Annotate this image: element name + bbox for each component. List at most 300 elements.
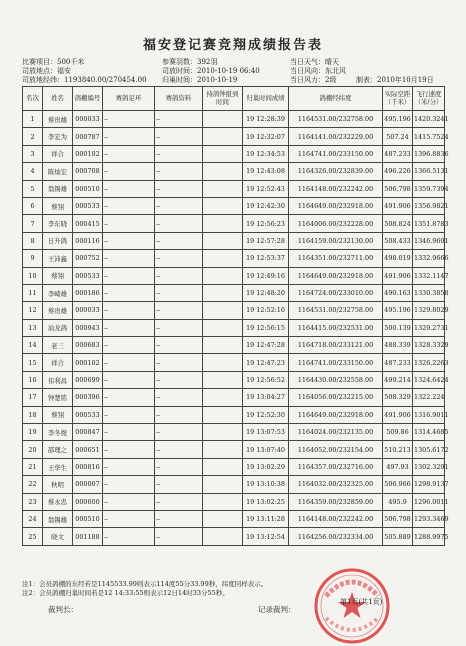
cell-distance: 506.798 (383, 180, 413, 197)
cell-loft-id: 000699 (73, 371, 103, 388)
cell-pigeon-info: -- (155, 354, 203, 371)
cell-clock-time (203, 441, 243, 458)
cell-pigeon-info: -- (155, 476, 203, 493)
cell-rank: 9 (23, 250, 43, 267)
cell-pigeon-info: -- (155, 180, 203, 197)
entry-count: 参赛羽数：392羽 (162, 58, 218, 66)
table-row (23, 441, 445, 458)
cell-loft-id: 000533 (73, 267, 103, 284)
cell-arrival-time: 19 12:49:16 (243, 267, 289, 284)
cell-arrival-time: 19 13:11:28 (243, 510, 289, 527)
cell-rank: 22 (23, 476, 43, 493)
cell-loft-id: 000033 (73, 111, 103, 128)
cell-rank: 21 (23, 458, 43, 475)
cell-pigeon-info: -- (155, 145, 203, 162)
cell-arrival-time: 19 12:47:28 (243, 337, 289, 354)
cell-loft-id: 000651 (73, 441, 103, 458)
cell-loft-id: 000510 (73, 180, 103, 197)
cell-arrival-time: 19 13:07:53 (243, 424, 289, 441)
cell-name: 祥合 (43, 145, 73, 162)
cell-clock-time (203, 180, 243, 197)
cell-distance: 508.329 (383, 389, 413, 406)
cell-ring: -- (103, 111, 155, 128)
cell-coordinates: 1164024.00/232135.00 (289, 424, 383, 441)
cell-rank: 1 (23, 111, 43, 128)
table-row (23, 476, 445, 493)
table-row (23, 424, 445, 441)
cell-loft-id: 000415 (73, 215, 103, 232)
cell-loft-id: 000033 (73, 302, 103, 319)
cell-name: 蔡翎 (43, 406, 73, 423)
cell-rank: 3 (23, 145, 43, 162)
cell-arrival-time: 19 12:52:16 (243, 302, 289, 319)
cell-ring: -- (103, 232, 155, 249)
cell-ring: -- (103, 354, 155, 371)
cell-name: 蔡贵雄 (43, 111, 73, 128)
race-distance: 比赛项目：500千米 (22, 58, 85, 66)
table-row (23, 458, 445, 475)
cell-arrival-time: 19 12:48:20 (243, 284, 289, 301)
cell-name: 李冬煜 (43, 424, 73, 441)
cell-clock-time (203, 197, 243, 214)
column-header: 姓名 (43, 87, 73, 111)
recorder-signature: 记录裁判： (258, 605, 296, 614)
table-row (23, 111, 445, 128)
column-header: 鸽棚经纬度 (289, 87, 383, 111)
cell-pigeon-info: -- (155, 458, 203, 475)
cell-loft-id: 000186 (73, 284, 103, 301)
cell-speed: 1330.3858 (413, 284, 445, 301)
table-row (23, 197, 445, 214)
cell-name: 翁锡雄 (43, 510, 73, 527)
cell-arrival-time: 19 12:56:52 (243, 371, 289, 388)
cell-coordinates: 1164649.00/232918.00 (289, 197, 383, 214)
cell-pigeon-info: -- (155, 215, 203, 232)
cell-pigeon-info: -- (155, 424, 203, 441)
table-row (23, 319, 445, 336)
cell-distance: 491.906 (383, 197, 413, 214)
cell-coordinates: 1164718.00/233121.00 (289, 337, 383, 354)
cell-rank: 16 (23, 371, 43, 388)
cell-pigeon-info: -- (155, 528, 203, 545)
cell-loft-id: 000510 (73, 510, 103, 527)
cell-clock-time (203, 354, 243, 371)
cell-clock-time (203, 493, 243, 510)
cell-speed: 1366.5131 (413, 163, 445, 180)
cell-rank: 12 (23, 302, 43, 319)
meta-col3 (290, 58, 346, 85)
cell-distance: 500.139 (383, 319, 413, 336)
cell-clock-time (203, 406, 243, 423)
table-row (23, 250, 445, 267)
cell-speed: 1326.2263 (413, 354, 445, 371)
cell-speed: 1415.7524 (413, 128, 445, 145)
table-row (23, 128, 445, 145)
cell-name: 翁锡雄 (43, 180, 73, 197)
cell-name: 伟利昌 (43, 371, 73, 388)
cell-coordinates: 1164056.00/232215.00 (289, 389, 383, 406)
cell-rank: 23 (23, 493, 43, 510)
cell-loft-id: 000752 (73, 250, 103, 267)
cell-rank: 17 (23, 389, 43, 406)
cell-clock-time (203, 302, 243, 319)
results-table (22, 86, 449, 546)
weather: 当日天气：晴天 (290, 58, 339, 66)
cell-pigeon-info: -- (155, 250, 203, 267)
cell-rank: 8 (23, 232, 43, 249)
cell-ring: -- (103, 163, 155, 180)
cell-coordinates: 1164741.00/233150.00 (289, 145, 383, 162)
cell-loft-id: 001188 (73, 528, 103, 545)
cell-loft-id: 000533 (73, 197, 103, 214)
cell-distance: 505.889 (383, 528, 413, 545)
cell-rank: 25 (23, 528, 43, 545)
cell-clock-time (203, 284, 243, 301)
cell-ring: -- (103, 389, 155, 406)
cell-distance: 506.966 (383, 476, 413, 493)
cell-clock-time (203, 371, 243, 388)
column-header: 赛鸽资料 (155, 87, 203, 111)
cell-pigeon-info: -- (155, 371, 203, 388)
cell-clock-time (203, 476, 243, 493)
column-header: 名次 (23, 87, 43, 111)
cell-coordinates: 1164649.00/232918.00 (289, 406, 383, 423)
table-row (23, 337, 445, 354)
cell-clock-time (203, 528, 243, 545)
referee-signature: 裁判长： (48, 605, 78, 614)
cell-ring: -- (103, 406, 155, 423)
cell-ring: -- (103, 441, 155, 458)
cell-name: 蔡翎 (43, 267, 73, 284)
cell-rank: 18 (23, 406, 43, 423)
cell-clock-time (203, 111, 243, 128)
cell-speed: 1329.8029 (413, 302, 445, 319)
cell-clock-time (203, 319, 243, 336)
cell-loft-id: 000787 (73, 128, 103, 145)
cell-coordinates: 1164052.00/232154.00 (289, 441, 383, 458)
table-body (23, 111, 449, 546)
cell-rank: 7 (23, 215, 43, 232)
cell-pigeon-info: -- (155, 232, 203, 249)
table-row (23, 389, 445, 406)
cell-loft-id: 000116 (73, 232, 103, 249)
cell-coordinates: 1164351.00/232711.00 (289, 250, 383, 267)
cell-speed: 1314.4685 (413, 424, 445, 441)
cell-pigeon-info: -- (155, 441, 203, 458)
cell-rank: 24 (23, 510, 43, 527)
cell-distance: 497.93 (383, 458, 413, 475)
cell-speed: 1302.3291 (413, 458, 445, 475)
cell-rank: 10 (23, 267, 43, 284)
cell-arrival-time: 19 13:02:25 (243, 493, 289, 510)
cell-ring: -- (103, 493, 155, 510)
cell-distance: 487.233 (383, 145, 413, 162)
table-row (23, 528, 445, 545)
cell-arrival-time: 19 13:07:40 (243, 441, 289, 458)
cell-loft-id: 000816 (73, 458, 103, 475)
cell-name: 汕龙鸽 (43, 319, 73, 336)
column-header: 归巢时间成绩 (243, 87, 289, 111)
cell-pigeon-info: -- (155, 284, 203, 301)
cell-name: 王华生 (43, 458, 73, 475)
cell-name: 晓文 (43, 528, 73, 545)
cell-arrival-time: 19 12:52:30 (243, 406, 289, 423)
cell-coordinates: 1164159.00/232130.00 (289, 232, 383, 249)
cell-speed: 1322.224 (413, 389, 445, 406)
cell-loft-id: 000847 (73, 424, 103, 441)
column-header: 赛鸽足环 (103, 87, 155, 111)
cell-speed: 1316.9011 (413, 406, 445, 423)
cell-clock-time (203, 267, 243, 284)
cell-coordinates: 1164430.00/232558.00 (289, 371, 383, 388)
cell-coordinates: 1164649.00/232918.00 (289, 267, 383, 284)
column-header: 持鸽钟报到时间 (203, 87, 243, 111)
release-coordinates: 司放地经纬：1193840.00/270454.00 (22, 76, 147, 84)
cell-clock-time (203, 510, 243, 527)
cell-arrival-time: 19 13:02:29 (243, 458, 289, 475)
cell-ring: -- (103, 528, 155, 545)
cell-name: 日升鸽 (43, 232, 73, 249)
column-header: 实际空距（千米） (383, 87, 413, 111)
cell-distance: 490.163 (383, 284, 413, 301)
table-row (23, 215, 445, 232)
cell-coordinates: 1164141.00/232229.00 (289, 128, 383, 145)
cell-coordinates: 1164415.00/232531.00 (289, 319, 383, 336)
cell-coordinates: 1164006.00/232228.00 (289, 215, 383, 232)
cell-rank: 5 (23, 180, 43, 197)
cell-coordinates: 1164357.00/232716.00 (289, 458, 383, 475)
cell-name: 蔡翎 (43, 197, 73, 214)
cell-ring: -- (103, 424, 155, 441)
cell-rank: 15 (23, 354, 43, 371)
cell-speed: 1356.9821 (413, 197, 445, 214)
cell-clock-time (203, 163, 243, 180)
cell-ring: -- (103, 250, 155, 267)
cell-ring: -- (103, 371, 155, 388)
cell-pigeon-info: -- (155, 128, 203, 145)
cell-coordinates: 1164531.00/232758.00 (289, 111, 383, 128)
cell-coordinates: 1164741.00/233150.00 (289, 354, 383, 371)
cell-speed: 1296.0011 (413, 493, 445, 510)
footnote-2: 注2：会员鸽棚归巢时间若是12 14:33:55则表示12日14时33分55秒。 (22, 588, 229, 597)
cell-name: 秋明 (43, 476, 73, 493)
cell-ring: -- (103, 284, 155, 301)
cell-speed: 1298.9137 (413, 476, 445, 493)
table-date: 制表：2010年10月19日 (356, 76, 434, 84)
cell-distance: 510.213 (383, 441, 413, 458)
cell-speed: 1305.6172 (413, 441, 445, 458)
cell-name: 陈灿宏 (43, 163, 73, 180)
cell-coordinates: 1164326.00/232839.00 (289, 163, 383, 180)
cell-rank: 13 (23, 319, 43, 336)
cell-name: 李宏为 (43, 128, 73, 145)
cell-ring: -- (103, 145, 155, 162)
cell-clock-time (203, 145, 243, 162)
cell-rank: 19 (23, 424, 43, 441)
cell-distance: 495.9 (383, 493, 413, 510)
cell-loft-id: 000396 (73, 389, 103, 406)
cell-ring: -- (103, 267, 155, 284)
cell-clock-time (203, 128, 243, 145)
cell-arrival-time: 19 12:43:08 (243, 163, 289, 180)
cell-name: 邵理之 (43, 441, 73, 458)
cell-distance: 495.196 (383, 111, 413, 128)
release-time: 司放时间：2010-10-19 06:40 (162, 67, 260, 75)
cell-coordinates: 1164256.00/232334.00 (289, 528, 383, 545)
cell-pigeon-info: -- (155, 302, 203, 319)
table-row (23, 145, 445, 162)
cell-speed: 1293.3469 (413, 510, 445, 527)
table-row (23, 354, 445, 371)
cell-name: 蔡贵雄 (43, 302, 73, 319)
page-number: 第1页(共1页) (340, 598, 383, 606)
cell-name: 钟楚铭 (43, 389, 73, 406)
cell-arrival-time: 19 12:47:23 (243, 354, 289, 371)
cell-arrival-time: 19 13:10:38 (243, 476, 289, 493)
cell-arrival-time: 19 12:56:23 (243, 215, 289, 232)
cell-arrival-time: 19 13:12:54 (243, 528, 289, 545)
header-row (23, 87, 445, 111)
cell-speed: 1351.8783 (413, 215, 445, 232)
cell-loft-id: 000943 (73, 319, 103, 336)
cell-ring: -- (103, 180, 155, 197)
wind-direction: 当日风向：东北风 (290, 67, 346, 75)
cell-speed: 1332.1147 (413, 267, 445, 284)
cell-distance: 491.906 (383, 267, 413, 284)
cell-ring: -- (103, 476, 155, 493)
cell-clock-time (203, 458, 243, 475)
report-title: 福安登记赛竞翔成绩报告表 (142, 38, 323, 53)
cell-ring: -- (103, 337, 155, 354)
cell-distance: 496.226 (383, 163, 413, 180)
cell-pigeon-info: -- (155, 163, 203, 180)
cell-name: 老三 (43, 337, 73, 354)
cell-coordinates: 1164724.00/233010.00 (289, 284, 383, 301)
cell-loft-id: 000102 (73, 354, 103, 371)
cell-ring: -- (103, 302, 155, 319)
cell-pigeon-info: -- (155, 493, 203, 510)
cell-rank: 20 (23, 441, 43, 458)
cell-distance: 509.86 (383, 424, 413, 441)
table-row (23, 284, 445, 301)
cell-distance: 488.339 (383, 337, 413, 354)
table-row (23, 180, 445, 197)
cell-arrival-time: 19 13:04:27 (243, 389, 289, 406)
cell-distance: 487.233 (383, 354, 413, 371)
cell-coordinates: 1164531.00/232758.00 (289, 302, 383, 319)
cell-arrival-time: 19 12:53:37 (243, 250, 289, 267)
table-row (23, 302, 445, 319)
cell-coordinates: 1164148.00/232242.00 (289, 510, 383, 527)
cell-ring: -- (103, 215, 155, 232)
cell-speed: 1396.8836 (413, 145, 445, 162)
cell-distance: 507.24 (383, 128, 413, 145)
cell-clock-time (203, 389, 243, 406)
meta-col1 (22, 58, 147, 85)
cell-loft-id: 000007 (73, 476, 103, 493)
cell-rank: 6 (23, 197, 43, 214)
cell-loft-id: 000683 (73, 337, 103, 354)
cell-speed: 1324.6424 (413, 371, 445, 388)
table-row (23, 232, 445, 249)
cell-rank: 4 (23, 163, 43, 180)
cell-speed: 1359.7394 (413, 180, 445, 197)
cell-distance: 491.906 (383, 406, 413, 423)
cell-pigeon-info: -- (155, 406, 203, 423)
table-row (23, 510, 445, 527)
cell-pigeon-info: -- (155, 111, 203, 128)
cell-clock-time (203, 215, 243, 232)
cell-ring: -- (103, 197, 155, 214)
cell-speed: 1346.9601 (413, 232, 445, 249)
cell-pigeon-info: -- (155, 510, 203, 527)
cell-arrival-time: 19 12:32:07 (243, 128, 289, 145)
cell-clock-time (203, 232, 243, 249)
column-header: 鸽棚编号 (73, 87, 103, 111)
cell-arrival-time: 19 12:34:53 (243, 145, 289, 162)
table-row (23, 406, 445, 423)
cell-pigeon-info: -- (155, 197, 203, 214)
cell-distance: 508.433 (383, 232, 413, 249)
cell-speed: 1420.3241 (413, 111, 445, 128)
cell-rank: 14 (23, 337, 43, 354)
cell-distance: 499.214 (383, 371, 413, 388)
cell-arrival-time: 19 12:57:28 (243, 232, 289, 249)
meta-col2 (162, 58, 260, 85)
cell-name: 王沛鑫 (43, 250, 73, 267)
cell-loft-id: 000533 (73, 406, 103, 423)
cell-arrival-time: 19 12:28:39 (243, 111, 289, 128)
cell-coordinates: 1164148.00/232242.00 (289, 180, 383, 197)
cell-pigeon-info: -- (155, 319, 203, 336)
cell-distance: 495.196 (383, 302, 413, 319)
cell-ring: -- (103, 128, 155, 145)
cell-ring: -- (103, 458, 155, 475)
cell-pigeon-info: -- (155, 389, 203, 406)
cell-name: 祥合 (43, 354, 73, 371)
wind-force: 当日风力：2级 (290, 76, 337, 84)
cell-clock-time (203, 337, 243, 354)
footnotes (22, 580, 267, 597)
cell-loft-id: 000708 (73, 163, 103, 180)
table-row (23, 371, 445, 388)
cell-speed: 1332.9666 (413, 250, 445, 267)
cell-ring: -- (103, 510, 155, 527)
cell-name: 李崎雄 (43, 284, 73, 301)
cell-distance: 498.019 (383, 250, 413, 267)
cell-speed: 1288.9975 (413, 528, 445, 545)
cell-name: 李东晓 (43, 215, 73, 232)
cell-rank: 2 (23, 128, 43, 145)
cell-speed: 1328.3329 (413, 337, 445, 354)
table-row (23, 493, 445, 510)
column-header: 飞行速度（米/分） (413, 87, 445, 111)
footnote-1: 注1：会员鸽棚的东经若是1145533.99则表示114度55分33.99秒，纬度同样表示。 (22, 580, 268, 588)
cell-loft-id: 000102 (73, 145, 103, 162)
cell-distance: 508.824 (383, 215, 413, 232)
cell-clock-time (203, 250, 243, 267)
cell-clock-time (203, 424, 243, 441)
cell-loft-id: 000600 (73, 493, 103, 510)
cell-distance: 506.798 (383, 510, 413, 527)
cell-coordinates: 1164032.00/232325.00 (289, 476, 383, 493)
table-row (23, 163, 445, 180)
cell-ring: -- (103, 319, 155, 336)
return-date: 归巢时间：2010-10-19 (162, 76, 238, 84)
cell-name: 蔡永忠 (43, 493, 73, 510)
cell-arrival-time: 19 12:52:43 (243, 180, 289, 197)
cell-rank: 11 (23, 284, 43, 301)
